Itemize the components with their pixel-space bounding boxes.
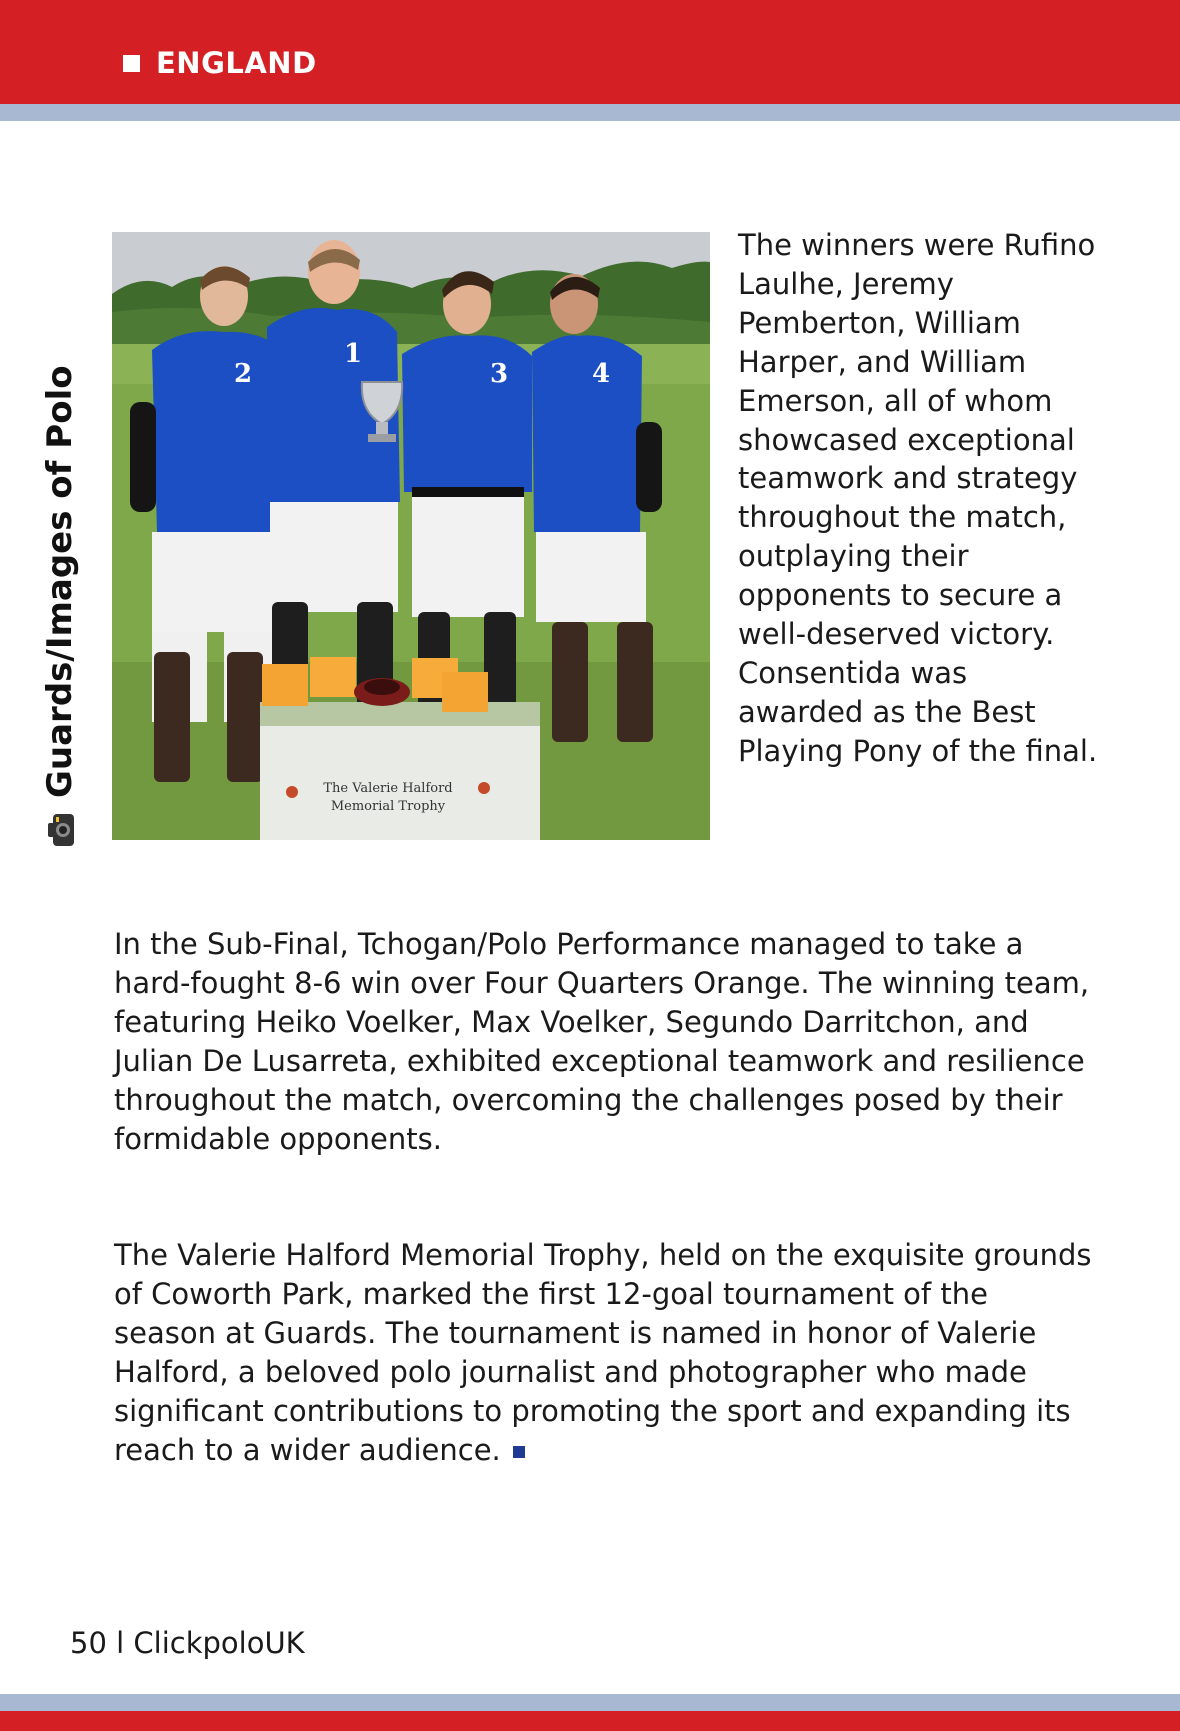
player-1-number: 1 [344, 339, 363, 369]
sub-final-paragraph: In the Sub-Final, Tchogan/Polo Performance managed to take a hard-fought 8-6 win over Four Quarters Orange. The winning team, featuring Heiko Voelker, Max Voelker, Segundo Darritchon, and Julian De Lusarreta, exhibited exceptional teamwork and resilience throughout the match, overcoming the challenges posed by their formidable opponents. [114, 927, 1090, 1156]
footer-bar [0, 1711, 1180, 1731]
winners-paragraph: The winners were Rufino Laulhe, Jeremy Pemberton, William Harper, and William Emerson, all of whom showcased exceptional teamwork and strategy throughout the match, outplaying their opponents to secure a well-deserved victory. Consentida was awarded as the Best Playing Pony of the final. [738, 228, 1098, 768]
prize-box [262, 664, 308, 706]
end-mark-icon [513, 1446, 525, 1458]
trophy-sign-line-2: Memorial Trophy [330, 799, 446, 814]
camera-icon [45, 812, 75, 848]
guards-crest-icon [286, 786, 298, 798]
photo-credit [38, 365, 82, 848]
player-4-number: 4 [592, 359, 611, 389]
page-footer: 50 l ClickpoloUK [70, 1626, 305, 1660]
prize-box [442, 672, 488, 712]
guards-crest-icon [478, 782, 490, 794]
player-2-number: 2 [234, 359, 253, 389]
footer-stripe [0, 1694, 1180, 1711]
trophy-history-paragraph [114, 1236, 1094, 1469]
prize-box [310, 657, 356, 697]
trophy-history-text: The Valerie Halford Memorial Trophy, held on the exquisite grounds of Coworth Park, marked the first 12-goal tournament of the season at Guards. The tournament is named in honor of Valerie Halford, a beloved polo journalist and photographer who made significant contributions to promoting the sport and expanding its reach to a wider audience. [114, 1238, 1092, 1467]
team-photo [112, 232, 710, 840]
player-3-number: 3 [490, 359, 509, 389]
trophy-sign-line-1: The Valerie Halford [323, 781, 453, 796]
section-title: ENGLAND [156, 46, 317, 80]
square-bullet-icon [123, 55, 140, 72]
photo-credit-text: Guards/Images of Polo [40, 365, 80, 798]
header-stripe [0, 104, 1180, 121]
section-label [123, 46, 317, 80]
